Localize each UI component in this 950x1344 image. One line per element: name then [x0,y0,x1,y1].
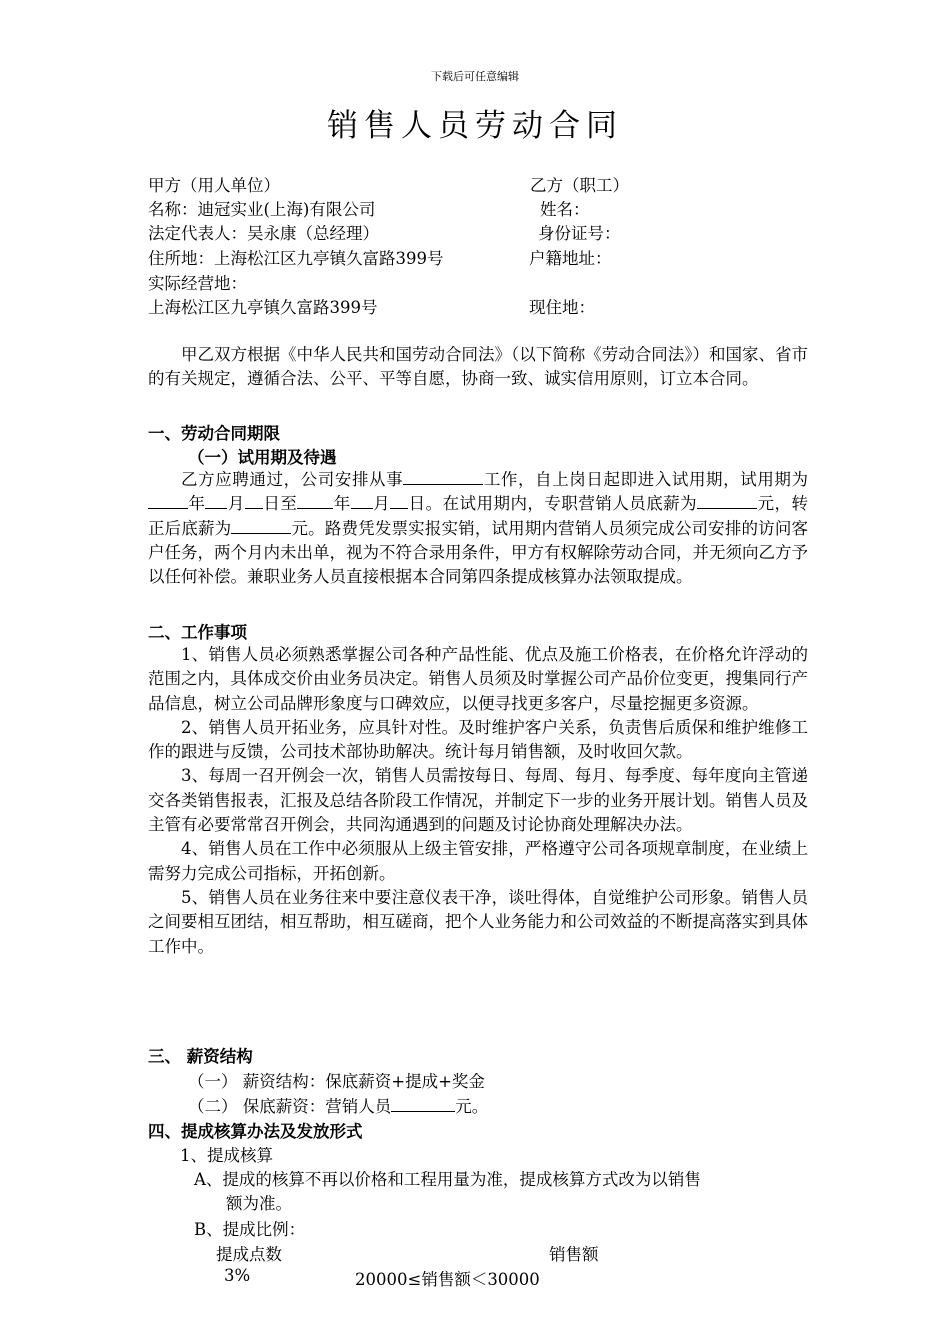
regular-salary-blank[interactable] [231,533,291,534]
start-month-blank[interactable] [205,508,227,509]
party-a-address: 住所地：上海松江区九亭镇久富路399号 [148,249,444,268]
commission-col-rate: 提成点数 [216,1245,282,1264]
probation-text: 乙方应聘通过，公司安排从事 工作，自上岗日起即进入试用期，试用期为年 月 日至 年 月 日。在试用期内，专职营销人员底薪为 元，转正后底薪为 元。路费凭发票实报实销，试用期内营销人员须完成公司安排的访问客户任务，两个月内未出单，视为不符合录用条件，甲方有权解除劳动合同，并无须向乙方予以任何补偿。兼职业务人员直接根据本合同第四条提成核算办法领取提成。 [148,470,809,587]
start-year-blank[interactable] [148,508,188,509]
commission-rule-b: B、提成比例： [194,1220,306,1239]
section-3-heading: 三、 薪资结构 [148,1047,253,1066]
job-blank[interactable] [403,484,483,485]
commission-row-rate: 3% [224,1266,251,1285]
commission-row-range: 20000≤销售额＜30000 [355,1270,540,1289]
commission-col-sales: 销售额 [549,1245,599,1264]
start-day-blank[interactable] [245,508,263,509]
work-item: 3、每周一召开例会一次，销售人员需按每日、每周、每月、每季度、每年度向主管递交各类销售报表，汇报及总结各阶段工作情况，并制定下一步的业务开展计划。销售人员及主管有必要常常召开例会，共同沟通遇到的问题及讨论协商处理解决办法。 [148,766,808,835]
party-b-name: 姓名： [540,200,590,219]
section-1-heading: 一、劳动合同期限 [148,424,280,443]
party-b-hukou: 户籍地址： [529,249,612,268]
party-a-biz-address: 上海松江区九亭镇久富路399号 [148,298,378,317]
commission-rule-a: A、提成的核算不再以价格和工程用量为准，提成核算方式改为以销售 [194,1170,701,1189]
work-item: 5、销售人员在业务往来中要注意仪表干净，谈吐得体，自觉维护公司形象。销售人员之间要相互团结，相互帮助，相互磋商，把个人业务能力和公司效益的不断提高落实到具体工作中。 [148,887,808,956]
end-year-blank[interactable] [297,508,333,509]
party-b-id: 身份证号： [538,224,621,243]
party-a-representative: 法定代表人：吴永康（总经理） [148,224,379,243]
base-salary-blank[interactable] [391,1111,455,1112]
work-item: 1、销售人员必须熟悉掌握公司各种产品性能、优点及施工价格表，在价格允许浮动的范围之内，具体成交价由业务员决定。销售人员须及时掌握公司产品价位变更，搜集同行产品信息，树立公司品牌形象度与口碑效应，以便寻找更多客户，尽量挖掘更多资源。 [148,645,808,713]
intro-paragraph [148,343,808,392]
section-2-heading: 二、工作事项 [148,623,247,642]
commission-calc-line: 1、提成核算 [180,1146,273,1165]
probation-salary-blank[interactable] [697,508,757,509]
party-a-biz-label: 实际经营地： [148,274,247,293]
salary-structure-line: （一） 薪资结构：保底薪资+提成+奖金 [188,1072,485,1091]
section-2-items [148,643,808,959]
section-1-subheading: （一）试用期及待遇 [188,448,337,467]
work-item: 4、销售人员在工作中必须服从上级主管安排，严格遵守公司各项规章制度，在业绩上需努力完成公司指标，开拓创新。 [148,839,808,883]
party-b-current-address: 现住地： [529,298,595,317]
header-note: 下载后可任意编辑 [431,70,519,83]
party-a-heading: 甲方（用人单位） [148,176,280,195]
base-salary-line: （二） 保底薪资：营销人员 元。 [188,1097,489,1116]
section-4-heading: 四、提成核算办法及发放形式 [148,1122,363,1141]
work-item: 2、销售人员开拓业务，应具针对性。及时维护客户关系，负责售后质保和维护维修工作的跟进与反馈，公司技术部协助解决。统计每月销售额，及时收回欠款。 [148,717,808,762]
intro-text: 甲乙双方根据《中华人民共和国劳动合同法》（以下简称《劳动合同法》）和国家、省市的有关规定，遵循合法、公平、平等自愿，协商一致、诚实信用原则，订立本合同。 [148,345,808,389]
document-title: 销售人员劳动合同 [327,108,623,144]
party-b-heading: 乙方（职工） [530,176,629,195]
section-1-paragraph [148,468,808,589]
end-month-blank[interactable] [351,508,373,509]
end-day-blank[interactable] [390,508,408,509]
party-a-name: 名称：迪冠实业(上海)有限公司 [148,200,376,219]
commission-rule-a-cont: 额为准。 [226,1194,292,1213]
